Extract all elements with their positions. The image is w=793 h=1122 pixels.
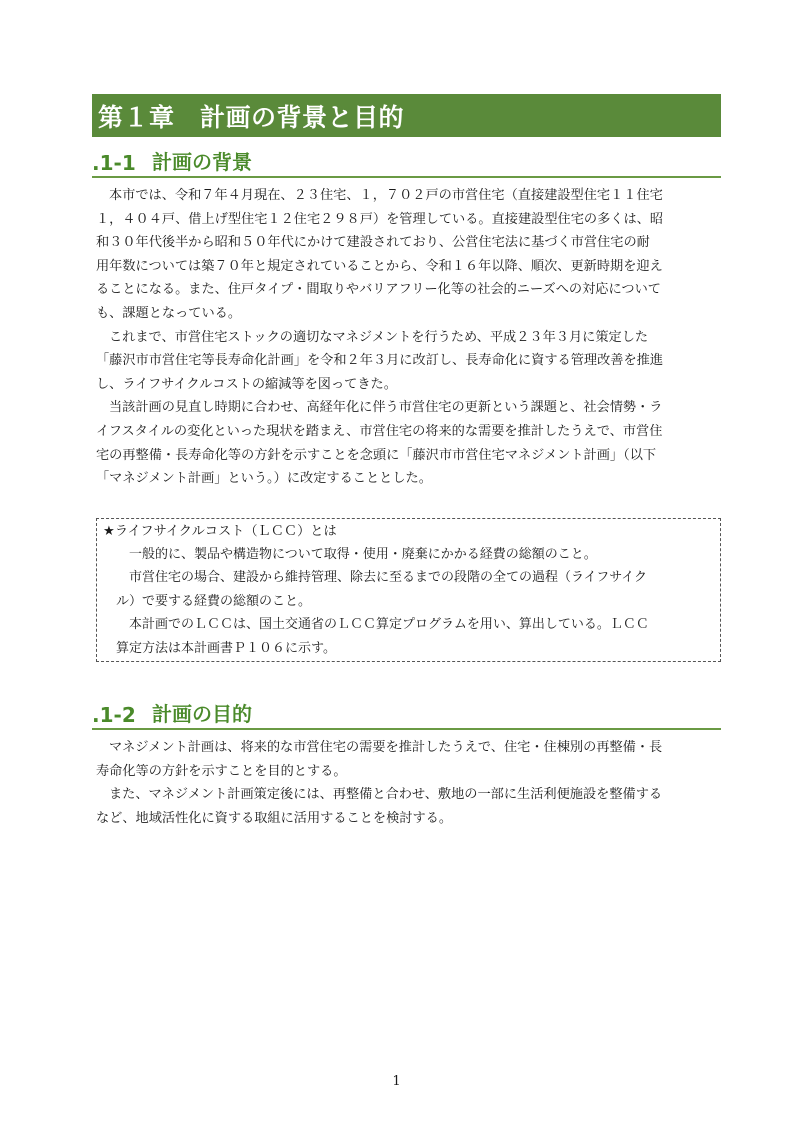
paragraph-line: も、課題となっている。: [96, 305, 242, 321]
paragraph-line: 宅の再整備・長寿命化等の方針を示すことを念頭に「藤沢市市営住宅マネジメント計画」（以下: [96, 447, 657, 463]
callout-line: 算定方法は本計画書Ｐ１０６に示す。: [116, 640, 336, 656]
page-number: 1: [392, 1074, 401, 1089]
section-title: 計画の目的: [152, 702, 252, 726]
chapter-title-bar: [92, 94, 721, 137]
section-number: .1-1: [92, 151, 136, 175]
paragraph-line: 用年数については築７０年と規定されていることから、令和１６年以降、順次、更新時期を迎え: [96, 258, 663, 274]
paragraph-line: また、マネジメント計画策定後には、再整備と合わせ、敷地の一部に生活利便施設を整備する: [109, 787, 663, 803]
callout-line: 本計画でのＬＣＣは、国土交通省のＬＣＣ算定プログラムを用い、算出している。ＬＣＣ: [129, 617, 649, 633]
callout-title: ★ライフサイクルコスト（ＬＣＣ）とは: [103, 524, 337, 539]
chapter-title: 第１章 計画の背景と目的: [98, 102, 405, 132]
section-purpose-body: [96, 736, 720, 830]
lcc-callout-box: [96, 518, 721, 662]
paragraph-line: １，４０４戸、借上げ型住宅１２住宅２９８戸）を管理している。直接建設型住宅の多くは、昭: [96, 211, 664, 227]
paragraph-line: 当該計画の見直し時期に合わせ、高経年化に伴う市営住宅の更新という課題と、社会情勢・ラ: [109, 400, 663, 416]
paragraph-line: イフスタイルの変化といった現状を踏まえ、市営住宅の将来的な需要を推計したうえで、市営住: [96, 423, 663, 439]
paragraph-line: 寿命化等の方針を示すことを目的とする。: [96, 763, 347, 779]
paragraph-line: し、ライフサイクルコストの縮減等を図ってきた。: [96, 376, 397, 392]
paragraph-line: など、地域活性化に資する取組に活用することを検討する。: [96, 810, 453, 826]
section-title: 計画の背景: [152, 150, 252, 174]
paragraph-line: 「マネジメント計画」という。）に改定することとした。: [96, 471, 432, 487]
paragraph-line: 「藤沢市市営住宅等長寿命化計画」を令和２年３月に改訂し、長寿命化に資する管理改善を推進: [96, 353, 664, 369]
callout-line: 一般的に、製品や構造物について取得・使用・廃棄にかかる経費の総額のこと。: [129, 547, 597, 562]
paragraph-line: ることになる。また、住戸タイプ・間取りやバリアフリー化等の社会的ニーズへの対応について: [96, 282, 661, 298]
paragraph-line: マネジメント計画は、将来的な市営住宅の需要を推計したうえで、住宅・住棟別の再整備・長: [109, 740, 663, 755]
callout-line: ル）で要する経費の総額のこと。: [116, 593, 312, 609]
section-heading-background: [92, 148, 721, 178]
section-number: .1-2: [92, 703, 136, 727]
paragraph-line: これまで、市営住宅ストックの適切なマネジメントを行うため、平成２３年３月に策定した: [109, 329, 649, 345]
section-background-body: [96, 184, 720, 491]
section-heading-purpose: [92, 700, 721, 730]
paragraph-line: 和３０年代後半から昭和５０年代にかけて建設されており、公営住宅法に基づく市営住宅の耐: [96, 235, 650, 251]
paragraph-line: 本市では、令和７年４月現在、２３住宅、１，７０２戸の市営住宅（直接建設型住宅１１住宅: [109, 188, 663, 203]
callout-line: 市営住宅の場合、建設から維持管理、除去に至るまでの段階の全ての過程（ライフサイク: [129, 570, 648, 586]
